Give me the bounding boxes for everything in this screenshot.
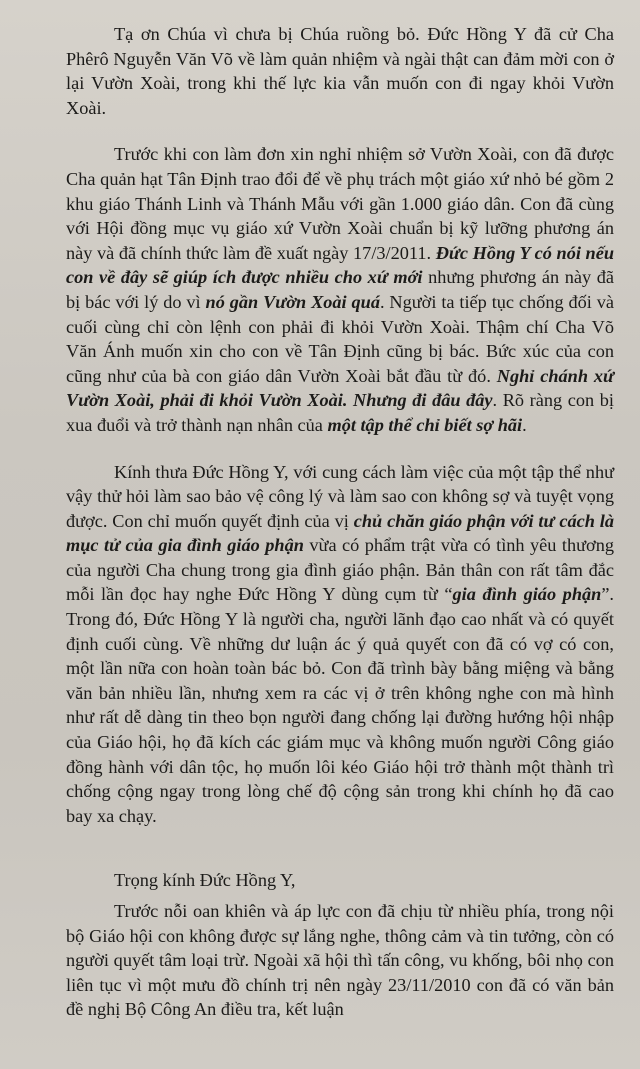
paragraph-thanks: Tạ ơn Chúa vì chưa bị Chúa ruồng bỏ. Đức Hồng Y đã cử Cha Phêrô Nguyễn Văn Võ về làm quản nhiệm và ngài thật can đảm mời con ở lại Vườn Xoài, trong khi thế lực kia vẫn muốn con đi ngay khỏi Vườn Xoài. <box>66 24 614 118</box>
p2-text-g: . Rõ ràng con bị xua đuổi và trở thành nạn nhân của <box>66 390 614 435</box>
p2-text-e: . Người ta tiếp tục chống đối và cuối cùng chỉ còn lệnh con phải đi khỏi Vườn Xoài. Thậm chí Cha Võ Văn Ánh muốn xin cho con về Tân Định cũng bị bác. Bức xúc của con cũng như của bà con giáo dân Vườn Xoài bắt đầu từ đó. <box>66 291 614 386</box>
p3-text-e: ”. Trong đó, Đức Hồng Y là người cha, người lãnh đạo cao nhất và có quyết định cuối cùng. Về những dư luận ác ý quả quyết con đã có vợ có con, một lần nữa con hoàn toàn bác bỏ. Con đã trình bày bằng miệng và bằng văn bản nhiều lần, nhưng xem ra các vị ở trên không nghe con mà hình như rất dễ dàng tin theo bọn người đang chống lại đường hướng hội nhập của Giáo hội, họ đã kích các giám mục và không muốn người Công giáo đồng hành với dân tộc, họ muốn lôi kéo Giáo hội trở thành một thành trì chống cộng ngay trong lòng chế độ cộng sản trong khi chính họ đã cao bay xa chạy. <box>66 584 614 826</box>
paragraph-parish-transfer <box>66 142 614 437</box>
p2-emphasis-fearful-collective: một tập thể chỉ biết sợ hãi <box>327 414 523 435</box>
p3-emphasis-diocesan-family: gia đình giáo phận <box>452 584 602 605</box>
p2-text-a: Trước khi con làm đơn xin nghỉ nhiệm sở Vườn Xoài, con đã được Cha quản hạt Tân Định trao đổi để về phụ trách một giáo xứ nhỏ bé gồm 2 khu giáo Thánh Linh và Thánh Mẫu với gần 1.000 giáo dân. Con đã cùng với Hội đồng mục vụ giáo xứ Vườn Xoài chuẩn bị kỹ lưỡng phương án này và đã chính thức làm đề xuất ngày 17/3/2011. <box>66 144 614 263</box>
p2-emphasis-too-close: nó gần Vườn Xoài quá <box>205 291 380 312</box>
paragraph-justice <box>66 460 614 829</box>
greeting: Trọng kính Đức Hồng Y, <box>114 870 296 891</box>
p3-text-a: Kính thưa Đức Hồng Y, với cung cách làm việc của một tập thể như vậy thử hỏi làm sao bảo vệ công lý và làm sao con không sợ và tuyệt vọng được. Con chỉ muốn quyết định của vị <box>66 461 614 531</box>
p3-emphasis-shepherd: chủ chăn giáo phận với tư cách là mục tử của gia đình giáo phận <box>66 510 615 556</box>
p2-text-c: nhưng phương án này đã bị bác với lý do vì <box>66 267 614 312</box>
p2-emphasis-where-to-go: Nghỉ chánh xứ Vườn Xoài, phải đi khỏi Vườn Xoài. Nhưng đi đâu đây <box>66 365 614 411</box>
p2-text-i: . <box>522 414 527 435</box>
p3-text-c: vừa có phẩm trật vừa có tình yêu thương của người Cha chung trong gia đình giáo phận. Bản thân con rất tâm đắc mỗi lần đọc hay nghe Đức Hồng Y dùng cụm từ “ <box>66 535 614 605</box>
paragraph-pressure: Trước nỗi oan khiên và áp lực con đã chịu từ nhiều phía, trong nội bộ Giáo hội con không được sự lắng nghe, thông cảm và tin tưởng, còn có người quyết tâm loại trừ. Ngoài xã hội thì tấn công, vu khống, bôi nhọ con liên tục vì một mưu đồ chính trị nên ngày 23/11/2010 con đã có văn bản đề nghị Bộ Công An điều tra, kết luận <box>66 901 614 1020</box>
p2-emphasis-cardinal-quote: Đức Hồng Y có nói nếu con về đây sẽ giúp ích được nhiều cho xứ mới <box>66 242 614 288</box>
